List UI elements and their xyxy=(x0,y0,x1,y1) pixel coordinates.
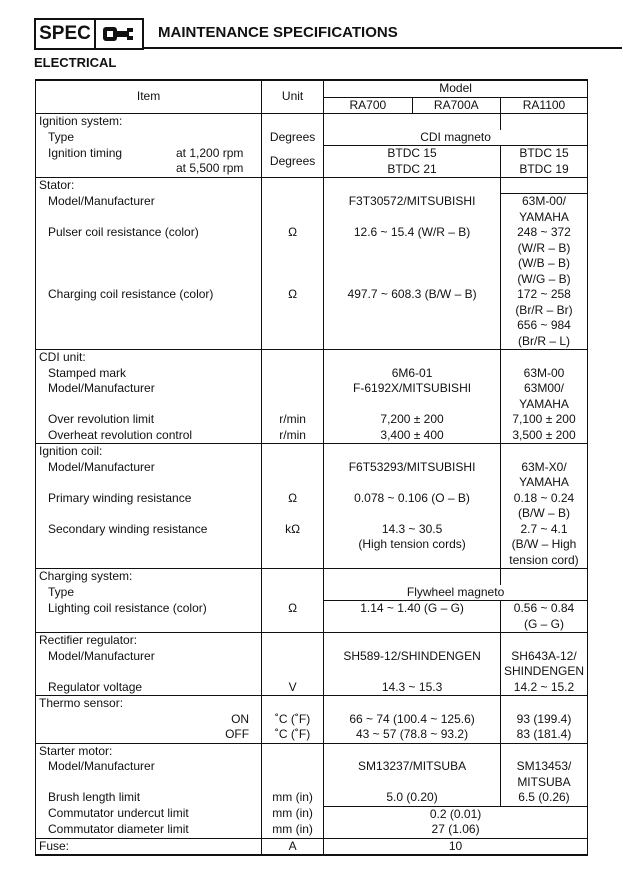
row-unit: Degrees xyxy=(262,130,324,146)
row-value: 6M6-01 xyxy=(324,366,501,382)
col-ra700a: RA700A xyxy=(433,97,479,112)
row-unit: ˚C (˚F) xyxy=(262,712,324,728)
table-row xyxy=(36,491,588,522)
row-label: Regulator voltage xyxy=(36,680,262,696)
value-line: 14.3 ~ 30.5 xyxy=(381,521,443,536)
table-row xyxy=(36,680,588,696)
table-row xyxy=(36,838,588,855)
group-head: Thermo sensor: xyxy=(36,696,262,712)
value-line: 63M-00/ xyxy=(521,194,566,208)
col-model: Model xyxy=(324,80,588,97)
value-line: BTDC 19 xyxy=(519,161,569,176)
row-value: 12.6 ~ 15.4 (W/R – B) xyxy=(324,225,501,287)
row-value: 27 (1.06) xyxy=(324,822,588,838)
rpm-1: at 1,200 rpm xyxy=(176,145,244,160)
value-line: 0.56 ~ 0.84 xyxy=(513,601,575,615)
row-label: Type xyxy=(36,585,262,601)
col-ra700: RA700 xyxy=(324,98,412,114)
row-value: 0.2 (0.01) xyxy=(324,806,588,822)
group-head: Charging system: xyxy=(36,569,262,585)
row-value: 43 ~ 57 (78.8 ~ 93.2) xyxy=(324,727,501,743)
row-value-ra1100 xyxy=(500,287,587,350)
electrical-spec-table xyxy=(35,79,588,856)
section-title: ELECTRICAL xyxy=(34,55,117,70)
row-label: Secondary winding resistance xyxy=(36,522,262,569)
row-label: ON xyxy=(36,712,262,728)
row-value xyxy=(324,146,501,178)
table-row xyxy=(36,178,588,194)
page-header xyxy=(34,18,622,48)
table-row xyxy=(36,759,588,790)
row-value: F-6192X/MITSUBISHI xyxy=(324,381,501,412)
value-line: (G – G) xyxy=(523,616,564,631)
row-value: 7,200 ± 200 xyxy=(324,412,501,428)
table-row xyxy=(36,696,588,712)
row-value: 497.7 ~ 608.3 (B/W – B) xyxy=(324,287,501,350)
row-unit: Degrees xyxy=(262,146,324,178)
row-value-ra1100 xyxy=(500,649,587,680)
table-row xyxy=(36,743,588,759)
table-row xyxy=(36,790,588,806)
row-value-ra1100 xyxy=(500,146,587,178)
table-row xyxy=(36,146,588,178)
row-value-ra1100 xyxy=(500,491,587,522)
table-row xyxy=(36,225,588,287)
table-row xyxy=(36,444,588,460)
row-unit: Ω xyxy=(262,491,324,522)
table-row xyxy=(36,287,588,350)
table-row xyxy=(36,522,588,569)
group-head: Ignition system: xyxy=(36,114,262,130)
row-label: Lighting coil resistance (color) xyxy=(36,601,262,633)
value-line: YAMAHA xyxy=(519,209,569,224)
value-line: (Br/R – Br) xyxy=(515,302,573,317)
value-line: tension cord) xyxy=(509,552,579,567)
col-unit: Unit xyxy=(262,80,324,114)
row-unit: mm (in) xyxy=(262,790,324,806)
row-unit: Ω xyxy=(262,225,324,287)
table-header-row xyxy=(36,80,588,97)
wrench-meter-icon xyxy=(94,18,144,50)
value-line: SHINDENGEN xyxy=(503,664,584,678)
table-row xyxy=(36,194,588,226)
value-line: (B/W – High xyxy=(511,537,577,551)
spec-tab: SPEC xyxy=(34,18,96,50)
row-unit: mm (in) xyxy=(262,822,324,838)
row-value-ra1100: 3,500 ± 200 xyxy=(500,428,587,444)
row-label xyxy=(36,146,262,178)
col-ra1100: RA1100 xyxy=(500,97,587,114)
value-line: 63M-X0/ xyxy=(521,459,567,474)
row-label: Model/Manufacturer xyxy=(36,759,262,790)
col-item: Item xyxy=(36,80,262,114)
row-value: SM13237/MITSUBA xyxy=(324,759,501,790)
row-value-ra1100 xyxy=(500,225,587,287)
row-value-ra1100 xyxy=(500,381,587,412)
row-value-ra1100: 83 (181.4) xyxy=(500,727,587,743)
row-value: F6T53293/MITSUBISHI xyxy=(324,460,501,491)
table-row xyxy=(36,712,588,728)
table-row xyxy=(36,633,588,649)
timing-label: Ignition timing xyxy=(48,145,123,160)
value-line: (B/W – B) xyxy=(517,506,570,520)
table-row xyxy=(36,727,588,743)
row-value-ra1100: 6.5 (0.26) xyxy=(500,790,587,806)
row-unit: mm (in) xyxy=(262,806,324,822)
row-value: CDI magneto xyxy=(324,130,588,146)
value-line: SM13453/ xyxy=(516,759,572,773)
value-line: (W/G – B) xyxy=(517,271,571,286)
row-value-ra1100: 14.2 ~ 15.2 xyxy=(500,680,587,696)
value-line: 656 ~ 984 xyxy=(517,318,571,332)
header-rule xyxy=(144,47,622,49)
row-value-ra1100 xyxy=(500,522,587,569)
value-line: (W/R – B) xyxy=(517,240,571,255)
row-label: Primary winding resistance xyxy=(36,491,262,522)
value-line: (W/B – B) xyxy=(517,256,570,270)
row-label: Over revolution limit xyxy=(36,412,262,428)
value-line: BTDC 15 xyxy=(519,146,569,160)
group-head: Rectifier regulator: xyxy=(36,633,262,649)
table-row xyxy=(36,428,588,444)
value-line: 2.7 ~ 4.1 xyxy=(520,521,568,536)
table-row xyxy=(36,114,588,130)
table-row xyxy=(36,366,588,382)
table-row xyxy=(36,460,588,491)
row-unit: kΩ xyxy=(262,522,324,569)
row-value: 1.14 ~ 1.40 (G – G) xyxy=(324,601,501,633)
row-value-ra1100 xyxy=(500,759,587,790)
row-value: 5.0 (0.20) xyxy=(324,790,501,806)
table-row xyxy=(36,381,588,412)
row-label: Overheat revolution control xyxy=(36,428,262,444)
table-row xyxy=(36,585,588,601)
row-label: Brush length limit xyxy=(36,790,262,806)
row-value: F3T30572/MITSUBISHI xyxy=(324,194,501,226)
row-label: Fuse: xyxy=(36,838,262,855)
table-row xyxy=(36,569,588,585)
row-label: Model/Manufacturer xyxy=(36,194,262,226)
page-title: MAINTENANCE SPECIFICATIONS xyxy=(158,24,398,41)
row-value-ra1100: 63M-00 xyxy=(500,366,587,382)
value-line: YAMAHA xyxy=(519,396,569,411)
row-value-ra1100: 93 (199.4) xyxy=(500,712,587,728)
value-line: SH643A-12/ xyxy=(511,648,577,663)
row-value: 14.3 ~ 15.3 xyxy=(324,680,501,696)
value-line: YAMAHA xyxy=(519,475,569,489)
value-line: 248 ~ 372 xyxy=(517,225,571,239)
table-row xyxy=(36,412,588,428)
row-value-ra1100 xyxy=(500,194,587,226)
row-unit: r/min xyxy=(262,412,324,428)
row-label: Pulser coil resistance (color) xyxy=(36,225,262,287)
row-unit: A xyxy=(262,838,324,855)
row-unit: r/min xyxy=(262,428,324,444)
row-label: Commutator undercut limit xyxy=(36,806,262,822)
row-value: 10 xyxy=(324,838,588,855)
table-row xyxy=(36,130,588,146)
row-value: 0.078 ~ 0.106 (O – B) xyxy=(324,491,501,522)
row-label: Type xyxy=(36,130,262,146)
value-line: 63M00/ xyxy=(523,381,564,395)
row-label: OFF xyxy=(36,727,262,743)
row-value-ra1100 xyxy=(500,601,587,633)
row-value: SH589-12/SHINDENGEN xyxy=(324,649,501,680)
row-value-ra1100: 7,100 ± 200 xyxy=(500,412,587,428)
row-unit: V xyxy=(262,680,324,696)
row-label: Stamped mark xyxy=(36,366,262,382)
value-line: (Br/R – L) xyxy=(517,333,570,348)
value-line: 172 ~ 258 xyxy=(517,287,571,301)
row-value: Flywheel magneto xyxy=(324,585,588,601)
row-unit: Ω xyxy=(262,601,324,633)
rpm-2: at 5,500 rpm xyxy=(176,161,244,175)
row-unit: ˚C (˚F) xyxy=(262,727,324,743)
row-label: Model/Manufacturer xyxy=(36,649,262,680)
group-head: Starter motor: xyxy=(36,743,262,759)
row-label: Model/Manufacturer xyxy=(36,460,262,491)
table-row xyxy=(36,601,588,633)
row-label: Commutator diameter limit xyxy=(36,822,262,838)
group-head: CDI unit: xyxy=(36,350,262,366)
row-value xyxy=(324,522,501,569)
row-value: 66 ~ 74 (100.4 ~ 125.6) xyxy=(324,712,501,728)
row-label: Model/Manufacturer xyxy=(36,381,262,412)
row-unit: Ω xyxy=(262,287,324,350)
table-row xyxy=(36,649,588,680)
group-head: Ignition coil: xyxy=(36,444,262,460)
value-line: MITSUBA xyxy=(517,774,571,789)
value-line: 0.18 ~ 0.24 xyxy=(513,490,575,505)
value-line: BTDC 15 xyxy=(387,146,437,160)
row-value-ra1100 xyxy=(500,460,587,491)
table-row xyxy=(36,350,588,366)
value-line: (High tension cords) xyxy=(358,537,466,551)
row-value: 3,400 ± 400 xyxy=(324,428,501,444)
table-row xyxy=(36,822,588,838)
row-label: Charging coil resistance (color) xyxy=(36,287,262,350)
value-line: BTDC 21 xyxy=(387,161,437,176)
group-head: Stator: xyxy=(36,178,262,194)
table-row xyxy=(36,806,588,822)
